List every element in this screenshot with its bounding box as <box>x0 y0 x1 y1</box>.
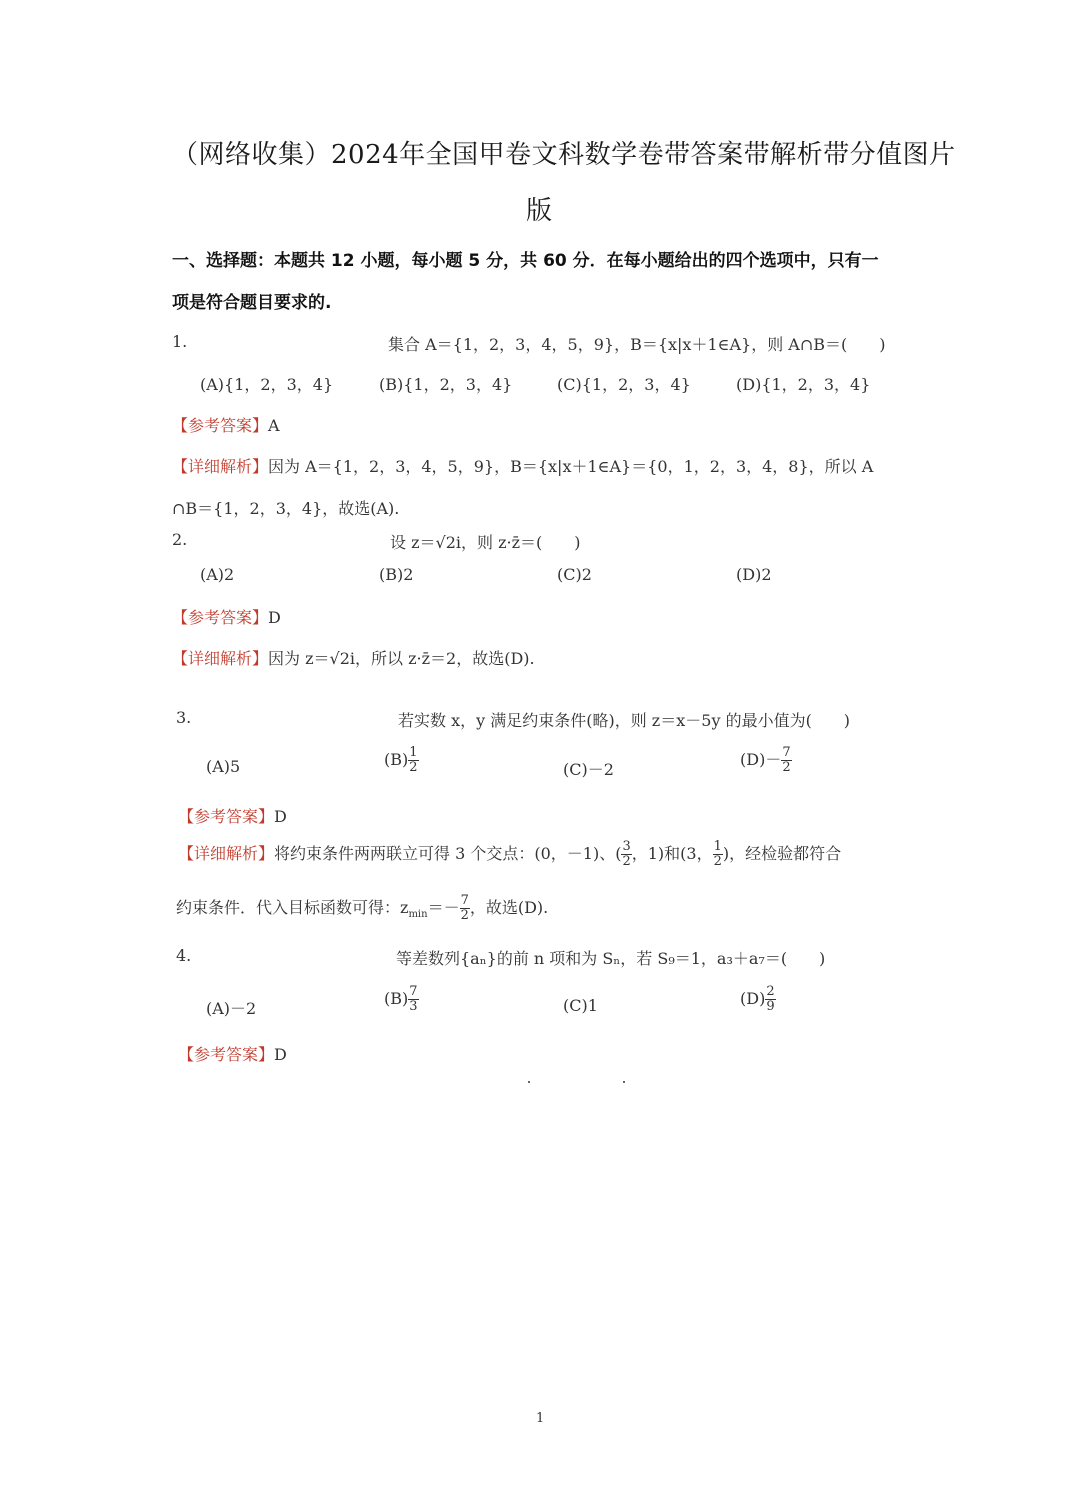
question-1-option-b: (B){1，2，3，4} <box>379 375 513 394</box>
question-2-number: 2. <box>172 530 188 549</box>
solution-text: )，经检验都符合 <box>722 844 842 863</box>
solution-text: 将约束条件两两联立可得 3 个交点：(0，－1)、( <box>274 844 622 863</box>
option-label: (B) <box>384 989 409 1008</box>
answer-value: D <box>274 1045 287 1064</box>
question-2-option-d: (D)2 <box>736 565 772 584</box>
solution-tag: 【详细解析】 <box>172 649 269 668</box>
question-1-solution-line1 <box>172 454 873 477</box>
question-2-solution <box>172 646 535 669</box>
solution-fraction: $\frac{3}{2}$ <box>622 839 631 869</box>
section-heading-line1: 一、选择题：本题共 12 小题，每小题 5 分，共 60 分．在每小题给出的四个选项中，只有一 <box>172 251 879 271</box>
answer-tag: 【参考答案】 <box>172 416 269 435</box>
option-fraction: $\frac{7}{3}$ <box>409 984 418 1014</box>
solution-text: ＝－ <box>427 898 460 917</box>
question-1-option-c: (C){1，2，3，4} <box>557 375 691 394</box>
option-label: (D)－ <box>740 750 782 769</box>
question-2-answer <box>172 605 281 628</box>
question-3-stem: 若实数 x，y 满足约束条件(略)，则 z＝x－5y 的最小值为( ) <box>398 711 851 730</box>
solution-text: ，故选(D). <box>469 898 549 917</box>
question-4-stem: 等差数列{aₙ}的前 n 项和为 Sₙ，若 S₉＝1，a₃＋a₇＝( ) <box>396 949 826 968</box>
section-heading-line2: 项是符合题目要求的. <box>172 293 332 313</box>
solution-fraction: $\frac{1}{2}$ <box>713 839 722 869</box>
question-1-option-d: (D){1，2，3，4} <box>736 375 871 394</box>
question-3-solution-line1 <box>178 840 841 869</box>
answer-value: D <box>268 608 281 627</box>
option-fraction: $\frac{1}{2}$ <box>409 745 418 775</box>
document-title-line1: （网络收集）2024年全国甲卷文科数学卷带答案带解析带分值图片 <box>172 140 956 170</box>
question-4-option-c: (C)1 <box>563 996 598 1015</box>
question-3-option-b <box>384 746 419 775</box>
question-1-solution-line2: ∩B＝{1，2，3，4}，故选(A). <box>172 499 400 518</box>
option-fraction: $\frac{2}{9}$ <box>766 984 775 1014</box>
solution-tag: 【详细解析】 <box>178 844 275 863</box>
scan-speck <box>623 1081 625 1083</box>
option-fraction: $\frac{7}{2}$ <box>782 745 791 775</box>
scan-speck <box>528 1081 530 1083</box>
question-3-option-a: (A)5 <box>206 757 241 776</box>
answer-tag: 【参考答案】 <box>178 1045 275 1064</box>
question-4-number: 4. <box>176 946 192 965</box>
solution-text: 因为 z＝√2i，所以 z·z̄＝2，故选(D). <box>268 649 535 668</box>
question-1-answer <box>172 413 280 436</box>
question-4-option-a: (A)－2 <box>206 999 257 1018</box>
question-3-option-c: (C)－2 <box>563 760 614 779</box>
answer-value: A <box>268 416 280 435</box>
question-3-solution-line2 <box>176 894 548 923</box>
question-4-answer <box>178 1042 287 1065</box>
page-number: 1 <box>536 1411 545 1426</box>
answer-value: D <box>274 807 287 826</box>
solution-tag: 【详细解析】 <box>172 457 269 476</box>
option-label: (D) <box>740 989 766 1008</box>
question-1-option-a: (A){1，2，3，4} <box>200 375 334 394</box>
question-2-option-c: (C)2 <box>557 565 592 584</box>
question-2-option-b: (B)2 <box>379 565 414 584</box>
question-3-answer <box>178 804 287 827</box>
question-4-option-d <box>740 985 776 1014</box>
question-1-stem: 集合 A＝{1，2，3，4，5，9}，B＝{x|x＋1∈A}，则 A∩B＝( ) <box>388 335 886 354</box>
solution-fraction: $\frac{7}{2}$ <box>460 893 469 923</box>
subscript: min <box>408 909 428 921</box>
document-title-line2: 版 <box>526 196 553 226</box>
question-3-option-d <box>740 746 792 775</box>
solution-text: 因为 A＝{1，2，3，4，5，9}，B＝{x|x＋1∈A}＝{0，1，2，3，4，8}，所以 A <box>268 457 874 476</box>
question-3-number: 3. <box>176 708 192 727</box>
question-4-option-b <box>384 985 419 1014</box>
question-2-stem: 设 z＝√2i，则 z·z̄＝( ) <box>390 533 581 552</box>
answer-tag: 【参考答案】 <box>172 608 269 627</box>
solution-text: 约束条件．代入目标函数可得：z <box>176 898 409 917</box>
option-label: (B) <box>384 750 409 769</box>
answer-tag: 【参考答案】 <box>178 807 275 826</box>
question-1-number: 1. <box>172 332 188 351</box>
question-2-option-a: (A)2 <box>200 565 235 584</box>
solution-text: ，1)和(3， <box>631 844 713 863</box>
